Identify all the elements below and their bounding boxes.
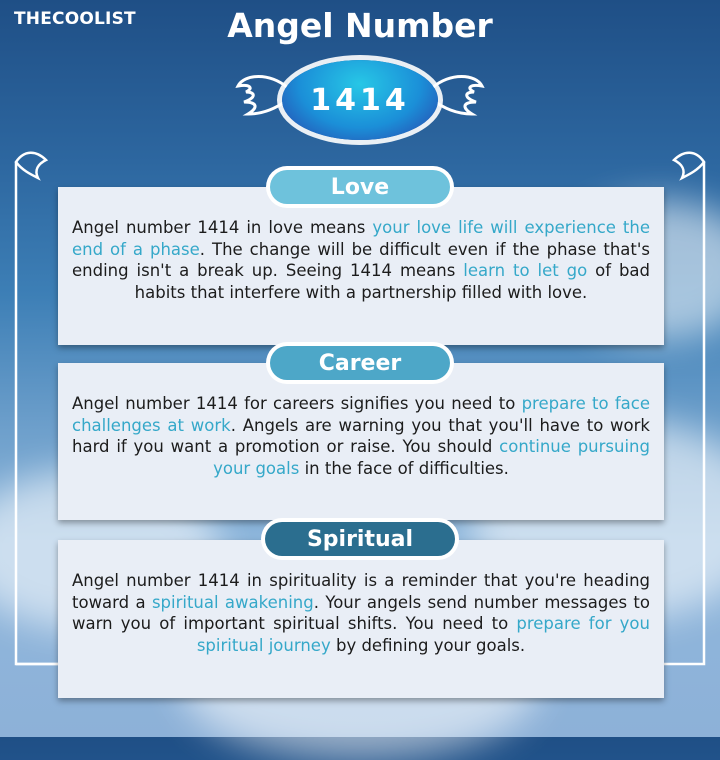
love-card — [58, 187, 664, 345]
body-text: in the face of difficulties. — [299, 458, 509, 478]
body-text: . Angels are warning you that you'll have to work hard if you want a promotion or raise. You should — [72, 415, 650, 456]
spiritual-text — [72, 570, 650, 656]
highlight-text: prepare for you spiritual journey — [196, 614, 650, 655]
body-text: Angel number 1414 for careers signifies you need to — [72, 394, 522, 413]
body-text: Angel number 1414 in spirituality is a reminder that you're heading toward a — [72, 571, 650, 612]
body-text: . Your angels send number messages to warn you of important spiritual shifts. You need to — [72, 592, 650, 633]
highlight-text: spiritual awakening — [151, 592, 314, 612]
highlight-text: your love life will experience the end of a phase — [72, 218, 651, 259]
career-text — [72, 393, 650, 479]
spiritual-heading: Spiritual — [265, 522, 455, 556]
number-badge — [230, 60, 490, 140]
highlight-text: learn to let go — [463, 261, 588, 280]
body-text: by defining your goals. — [330, 635, 526, 655]
love-heading: Love — [270, 170, 450, 204]
brand-name: COOLIST — [52, 9, 136, 29]
career-card — [58, 363, 664, 520]
highlight-text: prepare to face challenges at work — [72, 394, 650, 435]
body-text: Angel number 1414 in love means — [72, 218, 373, 237]
highlight-text: continue pursuing your goals — [213, 437, 650, 478]
page-title: Angel Number — [227, 6, 493, 45]
career-heading: Career — [270, 346, 450, 380]
body-text: of bad habits that interfere with a partnership filled with love. — [134, 261, 651, 302]
brand-prefix: THE — [14, 9, 53, 29]
spiritual-card — [58, 540, 664, 698]
love-text — [72, 217, 650, 303]
body-text: . The change will be difficult even if the phase that's ending isn't a break up. Seeing 1414 means — [72, 239, 651, 280]
angel-number-value: 1414 — [282, 60, 438, 140]
